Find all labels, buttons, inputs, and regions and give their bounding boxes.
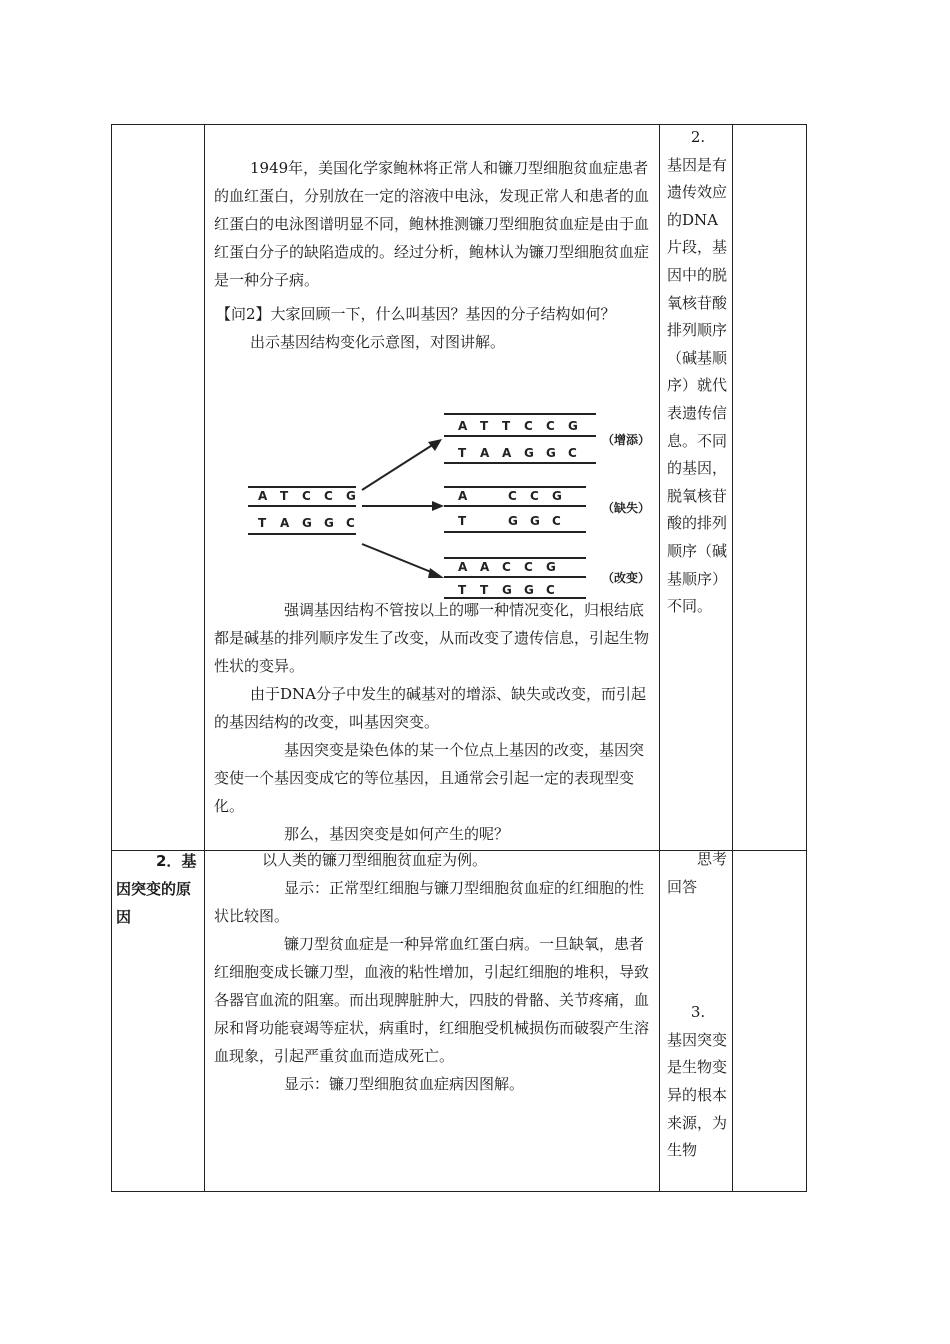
label-added: （增添） [602,433,651,447]
paragraph-definition: 由于DNA分子中发生的碱基对的增添、缺失或改变，而引起的基因结构的改变，叫基因突变。 [214,685,646,731]
row1-main-cell-lower [214,596,650,848]
dna-base-added-bottom-1: A [480,446,490,460]
dna-base-added-bottom-5: C [568,446,577,460]
dna-base-added-top-4: C [546,419,555,433]
dna-base-changed-bottom-0: T [458,583,467,597]
paragraph-pauling: 1949年，美国化学家鲍林将正常人和镰刀型细胞贫血症患者的血红蛋白，分别放在一定的溶液中电泳，发现正常人和患者的血红蛋白的电泳图谱明显不同，鲍林推测镰刀型细胞贫血症是由于血红蛋白分子的缺陷造成的。经过分析，鲍林认为镰刀型细胞贫血症是一种分子病。 [214,159,650,289]
dna-base-added-top-0: A [458,419,468,433]
dna-base-original-bottom-2: G [302,516,312,530]
dna-base-deleted-bottom-1: G [508,514,518,528]
dna-base-changed-bottom-2: G [502,583,512,597]
dna-base-deleted-bottom-2: G [530,514,540,528]
dna-base-added-bottom-4: G [546,446,556,460]
activity-text: 思考回答 [667,850,728,896]
paragraph-question: 那么，基因突变是如何产生的呢？ [284,825,510,843]
side-note-number-3: 3. [690,1003,706,1022]
dna-base-changed-top-4: G [546,560,556,574]
row1-main-cell [214,154,650,356]
column-divider-1 [204,124,205,1192]
dna-base-original-bottom-0: T [258,516,267,530]
dna-base-deleted-top-1: C [508,489,517,503]
dna-base-changed-top-2: C [502,560,511,574]
row1-side-cell [667,124,729,621]
gene-mutation-diagram [244,408,654,600]
paragraph-example: 以人类的镰刀型细胞贫血症为例。 [262,851,488,869]
dna-base-changed-bottom-4: C [546,583,555,597]
dna-base-deleted-bottom-3: C [552,514,561,528]
dna-base-original-bottom-1: A [280,516,290,530]
dna-base-deleted-top-3: G [552,489,562,503]
paragraph-allele: 基因突变是染色体的某一个位点上基因的改变，基因突变使一个基因变成它的等位基因，且通常会引起一定的表现型变化。 [214,741,645,815]
dna-base-original-top-0: A [258,489,268,503]
dna-base-changed-bottom-1: T [480,583,489,597]
dna-base-original-top-2: C [302,489,311,503]
dna-base-added-bottom-0: T [458,446,467,460]
diagram-intro: 出示基因结构变化示意图，对图讲解。 [250,333,506,351]
dna-base-original-bottom-3: G [324,516,334,530]
dna-base-deleted-top-0: A [458,489,468,503]
dna-base-added-top-5: G [568,419,578,433]
dna-base-added-bottom-3: G [524,446,534,460]
dna-base-changed-bottom-3: G [524,583,534,597]
paragraph-sickle-cell: 镰刀型贫血症是一种异常血红蛋白病。一旦缺氧，患者红细胞变成长镰刀型，血液的粘性增加，引起红细胞的堆积，导致各器官血流的阻塞。而出现脾脏肿大，四肢的骨骼、关节疼痛，血尿和肾功能衰竭等症状，病重时，红细胞受机械损伤而破裂产生溶血现象，引起严重贫血而造成死亡。 [214,935,650,1065]
side-note-text: 基因是有遗传效应的DNA片段，基因中的脱氧核苷酸排列顺序（碱基顺序）就代表遗传信息。不同的基因，脱氧核苷酸的排列顺序（碱基顺序）不同。 [667,155,728,616]
dna-base-added-top-2: T [502,419,511,433]
table-bottom-border [111,1191,807,1192]
column-divider-2 [659,124,660,1192]
dna-base-original-top-1: T [280,489,289,503]
side-note-text-3: 基因突变是生物变异的根本来源，为生物 [667,1030,728,1160]
row2-main-cell [214,846,650,1098]
dna-base-added-bottom-2: A [502,446,512,460]
question-2: 【问2】大家回顾一下，什么叫基因？基因的分子结构如何？ [216,305,616,323]
paragraph-emphasis: 强调基因结构不管按以上的哪一种情况变化，归根结底都是碱基的排列顺序发生了改变，从而改变了遗传信息，引起生物性状的变异。 [214,601,650,675]
paragraph-show-cells: 显示：正常型红细胞与镰刀型细胞贫血症的红细胞的性状比较图。 [214,879,645,925]
column-divider-3 [732,124,733,1192]
dna-base-deleted-bottom-0: T [458,514,467,528]
label-changed: （改变） [602,571,651,585]
dna-base-added-top-3: C [524,419,533,433]
dna-base-changed-top-0: A [458,560,468,574]
dna-base-original-top-4: G [346,489,356,503]
row2-title-cell [116,847,200,931]
table-right-border [806,124,807,1192]
label-deleted: （缺失） [602,501,651,515]
paragraph-show-cause: 显示：镰刀型细胞贫血症病因图解。 [284,1075,525,1093]
side-note-number: 2. [690,128,706,146]
dna-base-changed-top-1: A [480,560,490,574]
dna-base-original-top-3: C [324,489,333,503]
section-title: 2．基因突变的原因 [116,852,197,926]
dna-base-added-top-1: T [480,419,489,433]
table-left-border [111,124,112,1192]
dna-base-deleted-top-2: C [530,489,539,503]
row2-side-cell [667,846,729,1165]
dna-base-changed-top-3: C [524,560,533,574]
dna-base-original-bottom-4: C [346,516,355,530]
